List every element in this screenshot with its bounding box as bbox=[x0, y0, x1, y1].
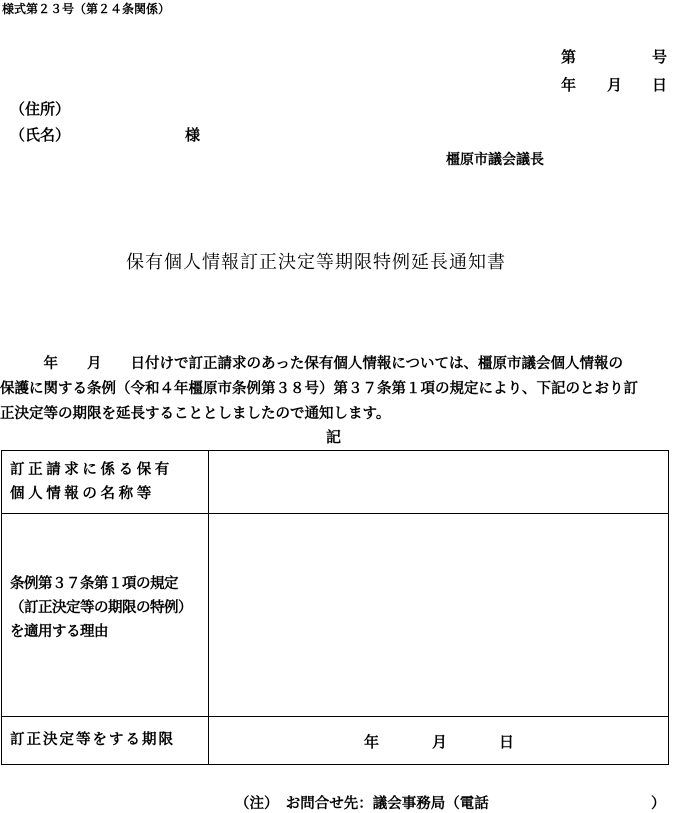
sender-title: 橿原市議会議長 bbox=[446, 152, 544, 168]
recipient-honorific: 様 bbox=[185, 126, 201, 144]
document-number-label: 第 bbox=[561, 48, 577, 66]
reason-label-line-1: 条例第３７条第１項の規定 bbox=[10, 576, 178, 592]
table-column-divider bbox=[208, 451, 209, 764]
notice-table bbox=[1, 450, 669, 765]
table-row-divider bbox=[2, 513, 668, 514]
date-year-label: 年 bbox=[561, 76, 577, 94]
deadline-month-label: 月 bbox=[432, 733, 448, 751]
deadline-day-label: 日 bbox=[499, 733, 515, 751]
ki-heading: 記 bbox=[326, 428, 342, 446]
body-text-line-1: 年 月 日付けで訂正請求のあった保有個人情報については、橿原市議会個人情報の bbox=[0, 356, 624, 372]
deadline-year-label: 年 bbox=[364, 733, 380, 751]
table-row-divider bbox=[2, 716, 668, 717]
date-day-label: 日 bbox=[652, 76, 668, 94]
form-number: 様式第２３号（第２４条関係） bbox=[2, 2, 171, 16]
document-number-suffix: 号 bbox=[652, 48, 668, 66]
contact-note: （注） お問合せ先：議会事務局（電話 bbox=[235, 796, 489, 812]
date-month-label: 月 bbox=[607, 76, 623, 94]
info-name-label bbox=[10, 458, 173, 506]
reason-label-line-3: を適用する理由 bbox=[10, 624, 108, 640]
document-title: 保有個人情報訂正決定等期限特例延長通知書 bbox=[126, 252, 506, 273]
recipient-address-label: （住所） bbox=[10, 100, 71, 118]
info-name-label-line-1: 訂正請求に係る保有 bbox=[10, 462, 173, 478]
body-text-line-2: 保護に関する条例（令和４年橿原市条例第３８号）第３７条第１項の規定により、下記のとおり訂 bbox=[0, 381, 638, 397]
contact-note-close: ） bbox=[651, 796, 666, 812]
reason-label-line-2: （訂正決定等の期限の特例） bbox=[10, 600, 192, 616]
info-name-label-line-2: 個人情報の名称等 bbox=[10, 486, 155, 502]
recipient-name-label: （氏名） bbox=[10, 126, 71, 144]
reason-label bbox=[10, 572, 192, 644]
deadline-label: 訂正決定等をする期限 bbox=[10, 732, 175, 748]
body-text-line-3: 正決定等の期限を延長することとしましたので通知します。 bbox=[0, 406, 391, 422]
